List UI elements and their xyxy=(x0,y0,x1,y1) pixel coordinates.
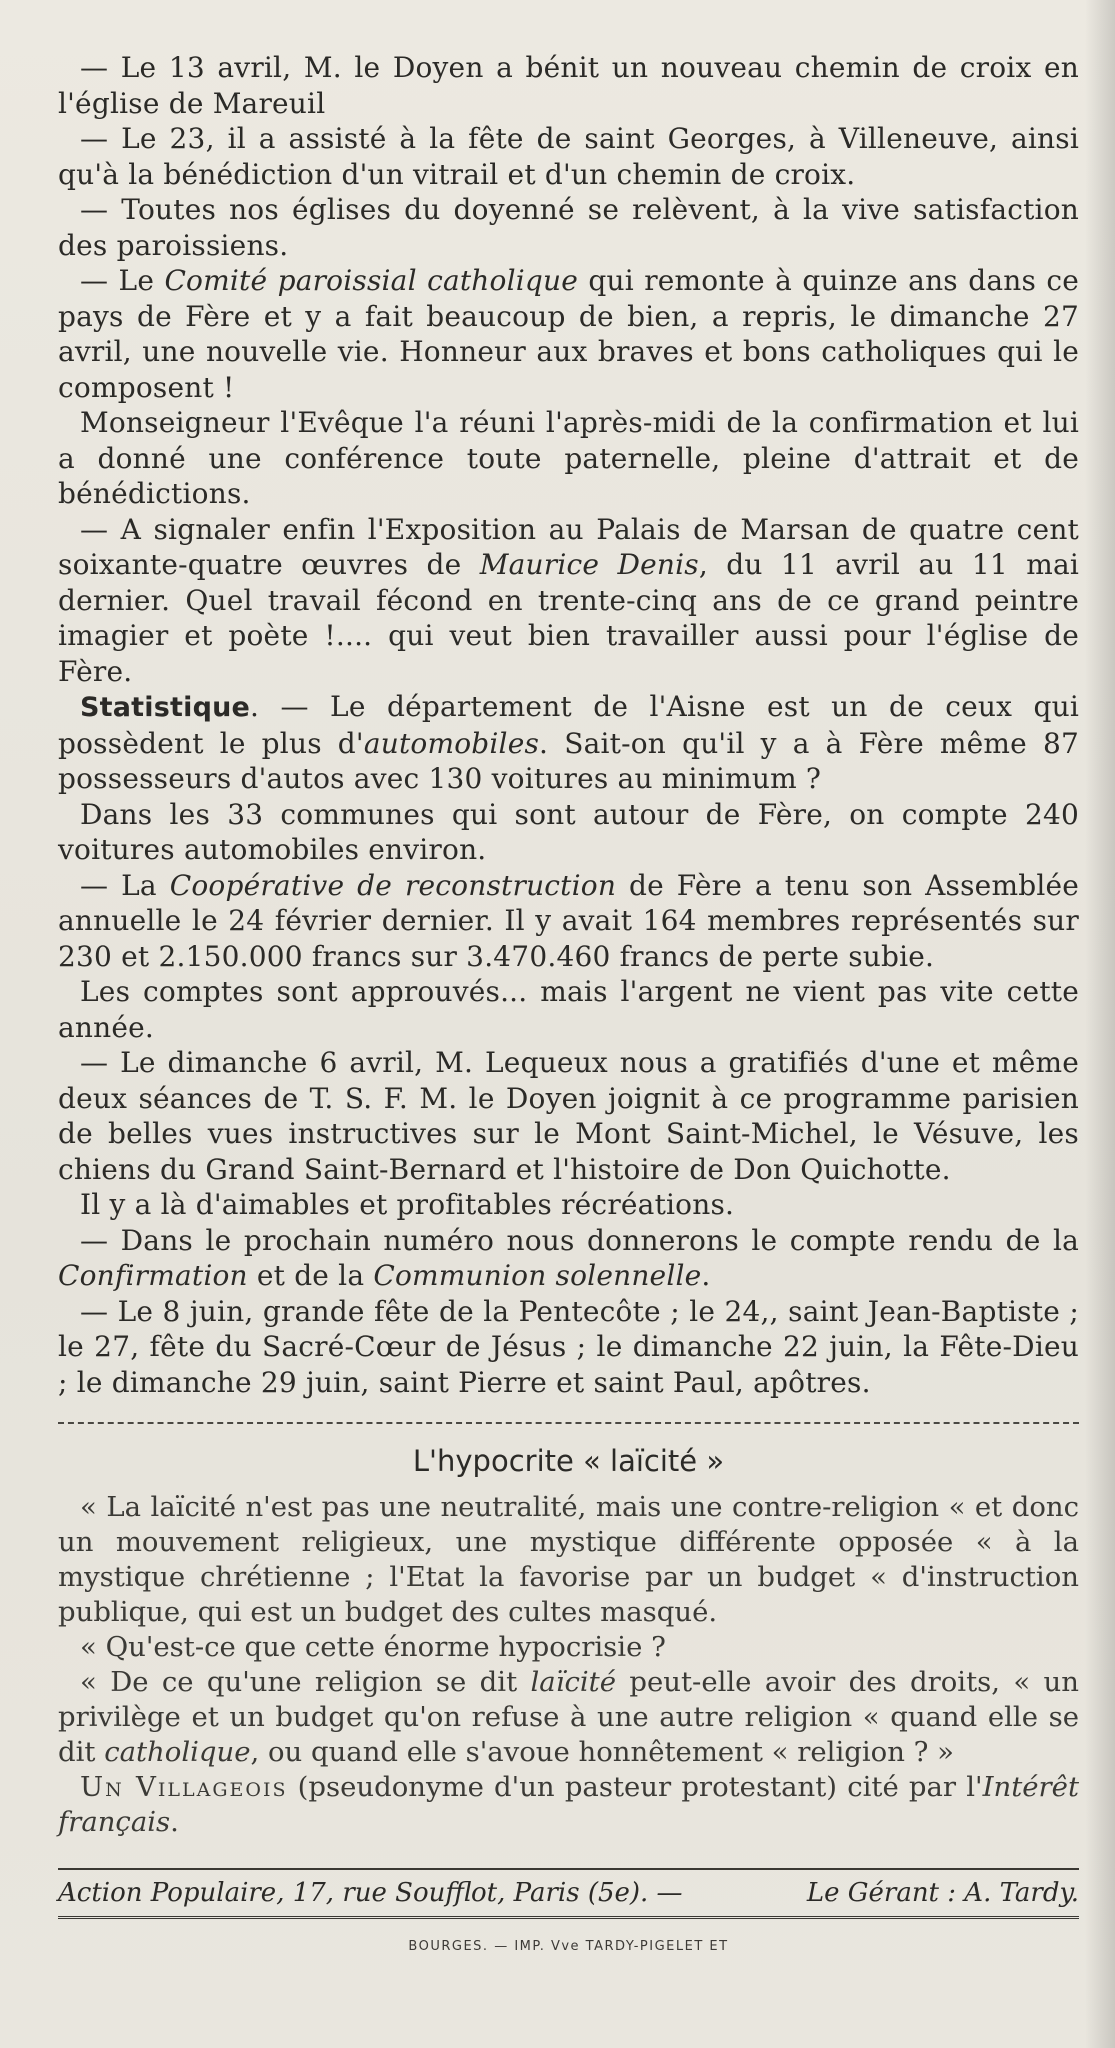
laicite-section xyxy=(58,1444,1079,1840)
news-paragraph-8: Dans les 33 communes qui sont autour de Fère, on compte 240 voitures automobiles environ. xyxy=(58,797,1079,866)
news-paragraph-12: Il y a là d'aimables et profitables récréations. xyxy=(80,1188,735,1221)
news-paragraph-4: — Le Comité paroissial catholique qui remonte à quinze ans dans ce pays de Fère et y a fait beaucoup de bien, a repris, le dimanche 27 avril, une nouvelle vie. Honneur aux braves et bons catholiques qui le composent ! xyxy=(58,264,1080,404)
news-column xyxy=(58,50,1079,1400)
footer-rule-top xyxy=(58,1868,1079,1870)
page-edge-shadow xyxy=(1085,0,1115,2048)
publisher-address: Action Populaire, 17, rue Soufflot, Paris (5e). — xyxy=(58,1878,683,1908)
news-paragraph-2: — Le 23, il a assisté à la fête de saint Georges, à Villeneuve, ainsi qu'à la bénédiction d'un vitrail et d'un chemin de croix. xyxy=(58,122,1079,191)
quote-paragraph-3: « De ce qu'une religion se dit laïcité peut-elle avoir des droits, « un privilège et un budget qu'on refuse à une autre religion « quand elle se dit catholique, ou quand elle s'avoue honnêtement « religion ? » xyxy=(58,1666,1079,1768)
quote-paragraph-2: « Qu'est-ce que cette énorme hypocrisie ? xyxy=(80,1631,666,1663)
quote-attribution: Un Villageois (pseudonyme d'un pasteur protestant) cité par l'Intérêt français. xyxy=(58,1771,1079,1838)
news-paragraph-13: — Dans le prochain numéro nous donnerons le compte rendu de la Confirmation et de la Communion solennelle. xyxy=(58,1223,1079,1292)
quote-paragraph-1: « La laïcité n'est pas une neutralité, mais une contre-religion « et donc un mouvement religieux, une mystique différente opposée « à la mystique chrétienne ; l'Etat la favorise par un budget « d'instruction publique, qui est un budget des cultes masqué. xyxy=(58,1491,1079,1628)
publisher-footer xyxy=(58,1878,1079,1908)
news-paragraph-3: — Toutes nos églises du doyenné se relèvent, à la vive satisfaction des paroissiens. xyxy=(58,193,1079,262)
footer-rule-bottom xyxy=(58,1916,1079,1919)
news-paragraph-9: — La Coopérative de reconstruction de Fère a tenu son Assemblée annuelle le 24 février dernier. Il y avait 164 membres représentés sur 230 et 2.150.000 francs sur 3.470.460 francs de perte subie. xyxy=(58,868,1080,973)
quote-author: Un Villageois xyxy=(80,1771,288,1803)
news-paragraph-14: — Le 8 juin, grande fête de la Pentecôte ; le 24,, saint Jean-Baptiste ; le 27, fête du Sacré-Cœur de Jésus ; le dimanche 22 juin, la Fête-Dieu ; le dimanche 29 juin, saint Pierre et saint Paul, apôtres. xyxy=(58,1294,1079,1399)
news-paragraph-11: — Le dimanche 6 avril, M. Lequeux nous a gratifiés d'une et même deux séances de T. S. F. M. le Doyen joignit à ce programme parisien de belles vues instructives sur le Mont Saint-Michel, le Vésuve, les chiens du Grand Saint-Bernard et l'histoire de Don Quichotte. xyxy=(58,1046,1079,1186)
manager-name: Le Gérant : A. Tardy. xyxy=(806,1878,1079,1908)
news-paragraph-1: — Le 13 avril, M. le Doyen a bénit un nouveau chemin de croix en l'église de Mareuil xyxy=(58,51,1079,120)
statistics-paragraph: Statistique. — Le département de l'Aisne est un de ceux qui possèdent le plus d'automobiles. Sait-on qu'il y a à Fère même 87 possesseurs d'autos avec 130 voitures au minimum ? xyxy=(58,690,1079,795)
statistics-heading: Statistique xyxy=(80,692,251,723)
news-paragraph-5: Monseigneur l'Evêque l'a réuni l'après-midi de la confirmation et lui a donné une conférence toute paternelle, pleine d'attrait et de bénédictions. xyxy=(58,406,1079,510)
news-paragraph-10: Les comptes sont approuvés... mais l'argent ne vient pas vite cette année. xyxy=(58,975,1079,1044)
printer-line: BOURGES. — IMP. Vve TARDY-PIGELET ET xyxy=(408,1939,729,1954)
section-divider xyxy=(58,1422,1079,1424)
news-paragraph-6: — A signaler enfin l'Exposition au Palais de Marsan de quatre cent soixante-quatre œuvres de Maurice Denis, du 11 avril au 11 mai dernier. Quel travail fécond en trente-cinq ans de ce grand peintre imagier et poète !.... qui veut bien travailler aussi pour l'église de Fère. xyxy=(58,512,1079,688)
section-title: L'hypocrite « laïcité » xyxy=(412,1444,725,1478)
